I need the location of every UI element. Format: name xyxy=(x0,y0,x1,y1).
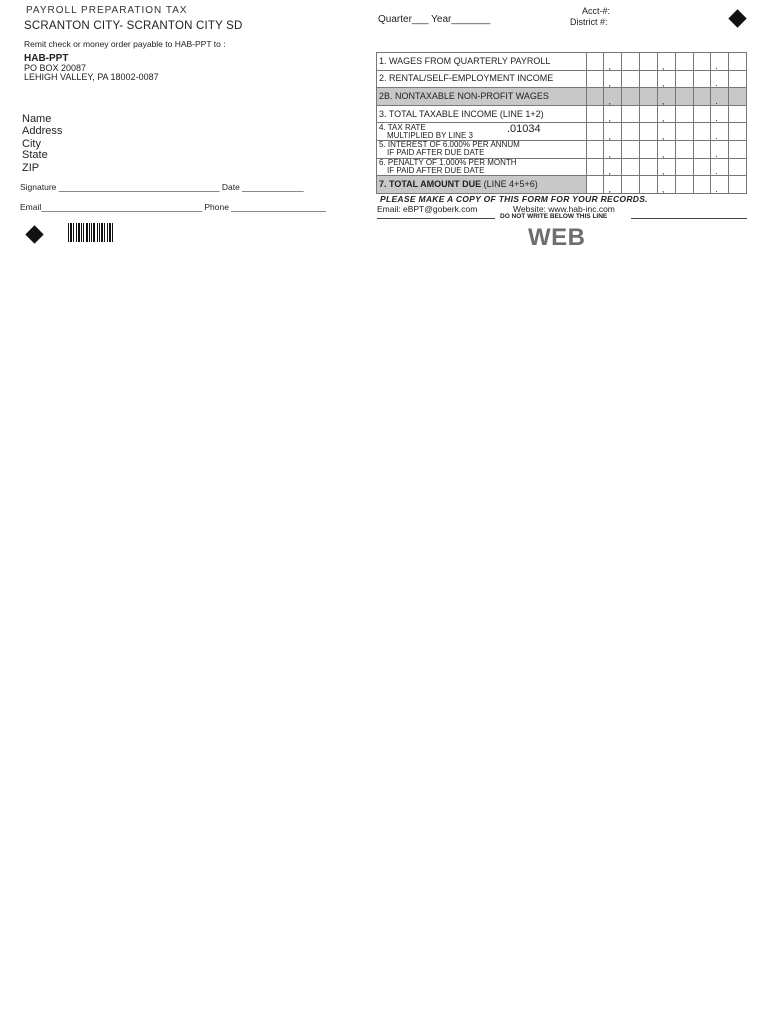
amount-cell[interactable]: , xyxy=(657,140,675,158)
tax-table xyxy=(376,52,747,194)
contact-email: Email: eBPT@goberk.com xyxy=(377,204,478,214)
line-2b-label: 2B. NONTAXABLE NON-PROFIT WAGES xyxy=(377,88,587,106)
amount-cell[interactable]: , xyxy=(657,123,675,141)
amount-cell[interactable]: , xyxy=(657,53,675,71)
amount-cell[interactable]: , xyxy=(604,88,622,106)
amount-cell[interactable] xyxy=(693,123,711,141)
line-7-label xyxy=(377,176,587,194)
web-watermark: WEB xyxy=(528,224,586,251)
amount-cell[interactable] xyxy=(729,176,747,194)
amount-cell[interactable]: . xyxy=(711,123,729,141)
field-state-label: State xyxy=(22,149,48,161)
amount-cell[interactable]: , xyxy=(657,70,675,88)
amount-cell[interactable] xyxy=(622,140,640,158)
amount-cell[interactable] xyxy=(693,158,711,176)
line-4-title: 4. TAX RATE xyxy=(379,122,426,132)
do-not-write-notice: DO NOT WRITE BELOW THIS LINE xyxy=(500,213,608,220)
field-city-label: City xyxy=(22,138,41,150)
amount-cell[interactable] xyxy=(693,70,711,88)
remit-name: HAB-PPT xyxy=(24,53,69,64)
amount-cell[interactable]: , xyxy=(657,88,675,106)
amount-cell[interactable] xyxy=(729,140,747,158)
amount-cell[interactable] xyxy=(675,140,693,158)
email-phone-line[interactable]: Email__________________________________ Phone ____________________ xyxy=(20,202,326,212)
amount-cell[interactable] xyxy=(586,88,604,106)
line-6-label xyxy=(377,158,587,176)
amount-cell[interactable] xyxy=(586,53,604,71)
amount-cell[interactable] xyxy=(586,70,604,88)
amount-cell[interactable] xyxy=(729,123,747,141)
remit-line2: LEHIGH VALLEY, PA 18002-0087 xyxy=(24,72,159,82)
amount-cell[interactable] xyxy=(693,88,711,106)
amount-cell[interactable] xyxy=(693,105,711,123)
tax-row xyxy=(377,105,747,123)
amount-cell[interactable] xyxy=(640,140,658,158)
amount-cell[interactable] xyxy=(586,123,604,141)
amount-cell[interactable] xyxy=(640,53,658,71)
amount-cell[interactable] xyxy=(640,88,658,106)
signature-line[interactable]: Signature __________________________________ Date _____________ xyxy=(20,182,304,192)
amount-cell[interactable] xyxy=(729,53,747,71)
form-title: PAYROLL PREPARATION TAX xyxy=(26,5,188,16)
amount-cell[interactable] xyxy=(622,176,640,194)
line-7-title: 7. TOTAL AMOUNT DUE xyxy=(379,178,482,189)
divider-right xyxy=(631,218,747,219)
tax-row xyxy=(377,158,747,176)
amount-cell[interactable] xyxy=(729,88,747,106)
amount-cell[interactable]: . xyxy=(711,176,729,194)
amount-cell[interactable] xyxy=(622,158,640,176)
amount-cell[interactable]: . xyxy=(711,140,729,158)
tax-row xyxy=(377,140,747,158)
amount-cell[interactable] xyxy=(675,53,693,71)
amount-cell[interactable] xyxy=(586,140,604,158)
amount-cell[interactable] xyxy=(693,53,711,71)
amount-cell[interactable] xyxy=(622,105,640,123)
amount-cell[interactable]: . xyxy=(711,158,729,176)
amount-cell[interactable]: . xyxy=(711,70,729,88)
amount-cell[interactable] xyxy=(675,176,693,194)
amount-cell[interactable]: , xyxy=(604,105,622,123)
amount-cell[interactable] xyxy=(622,53,640,71)
amount-cell[interactable]: , xyxy=(657,176,675,194)
contact-website: Website: www.hab-inc.com xyxy=(513,204,615,214)
amount-cell[interactable] xyxy=(640,123,658,141)
jurisdiction: SCRANTON CITY- SCRANTON CITY SD xyxy=(24,20,243,32)
amount-cell[interactable]: . xyxy=(711,88,729,106)
amount-cell[interactable]: , xyxy=(604,53,622,71)
amount-cell[interactable] xyxy=(675,105,693,123)
quarter-year[interactable]: Quarter___ Year_______ xyxy=(378,14,491,25)
amount-cell[interactable] xyxy=(693,176,711,194)
amount-cell[interactable]: , xyxy=(604,140,622,158)
field-zip-label: ZIP xyxy=(22,162,40,174)
amount-cell[interactable] xyxy=(586,105,604,123)
registration-mark-icon xyxy=(728,9,746,27)
amount-cell[interactable] xyxy=(729,105,747,123)
amount-cell[interactable] xyxy=(586,158,604,176)
amount-cell[interactable]: , xyxy=(604,123,622,141)
line-1-label: 1. WAGES FROM QUARTERLY PAYROLL xyxy=(377,53,587,71)
line-7-suffix: (LINE 4+5+6) xyxy=(481,178,538,189)
amount-cell[interactable] xyxy=(640,176,658,194)
district-label: District #: xyxy=(570,17,608,27)
amount-cell[interactable] xyxy=(586,176,604,194)
line-5-title: 5. INTEREST OF 6.000% PER ANNUM xyxy=(379,140,520,150)
amount-cell[interactable]: , xyxy=(604,70,622,88)
amount-cell[interactable] xyxy=(640,105,658,123)
copy-notice: PLEASE MAKE A COPY OF THIS FORM FOR YOUR RECORDS. xyxy=(380,194,648,204)
line-6-sublabel: IF PAID AFTER DUE DATE xyxy=(387,165,485,175)
amount-cell[interactable] xyxy=(675,70,693,88)
remit-instruction: Remit check or money order payable to HAB-PPT to : xyxy=(24,39,226,49)
amount-cell[interactable]: , xyxy=(604,176,622,194)
field-address-label: Address xyxy=(22,125,63,137)
amount-cell[interactable] xyxy=(640,158,658,176)
tax-row xyxy=(377,176,747,194)
field-name-label: Name xyxy=(22,113,52,125)
amount-cell[interactable] xyxy=(622,123,640,141)
tax-row xyxy=(377,123,747,141)
tax-row xyxy=(377,88,747,106)
amount-cell[interactable] xyxy=(729,70,747,88)
tax-rate-value: .01034 xyxy=(507,123,541,136)
line-4-sublabel: MULTIPLIED BY LINE 3 xyxy=(387,130,473,140)
line-6-title: 6. PENALTY OF 1.000% PER MONTH xyxy=(379,157,517,167)
amount-cell[interactable] xyxy=(675,123,693,141)
amount-cell[interactable]: . xyxy=(711,53,729,71)
line-5-label xyxy=(377,140,587,158)
amount-cell[interactable]: , xyxy=(604,158,622,176)
amount-cell[interactable] xyxy=(693,140,711,158)
amount-cell[interactable] xyxy=(675,88,693,106)
amount-cell[interactable]: , xyxy=(657,105,675,123)
amount-cell[interactable] xyxy=(622,88,640,106)
remit-line1: PO BOX 20087 xyxy=(24,63,87,73)
line-5-sublabel: IF PAID AFTER DUE DATE xyxy=(387,148,485,158)
acct-label: Acct-#: xyxy=(582,6,611,16)
amount-cell[interactable] xyxy=(675,158,693,176)
line-2-label: 2. RENTAL/SELF-EMPLOYMENT INCOME xyxy=(377,70,587,88)
amount-cell[interactable] xyxy=(640,70,658,88)
amount-cell[interactable]: , xyxy=(657,158,675,176)
line-4-label xyxy=(377,123,587,141)
amount-cell[interactable] xyxy=(729,158,747,176)
amount-cell[interactable] xyxy=(622,70,640,88)
registration-mark-icon xyxy=(25,225,43,243)
barcode-icon xyxy=(68,223,116,242)
line-3-label: 3. TOTAL TAXABLE INCOME (LINE 1+2) xyxy=(377,105,587,123)
tax-row xyxy=(377,70,747,88)
amount-cell[interactable]: . xyxy=(711,105,729,123)
divider-left xyxy=(377,218,495,219)
tax-row xyxy=(377,53,747,71)
